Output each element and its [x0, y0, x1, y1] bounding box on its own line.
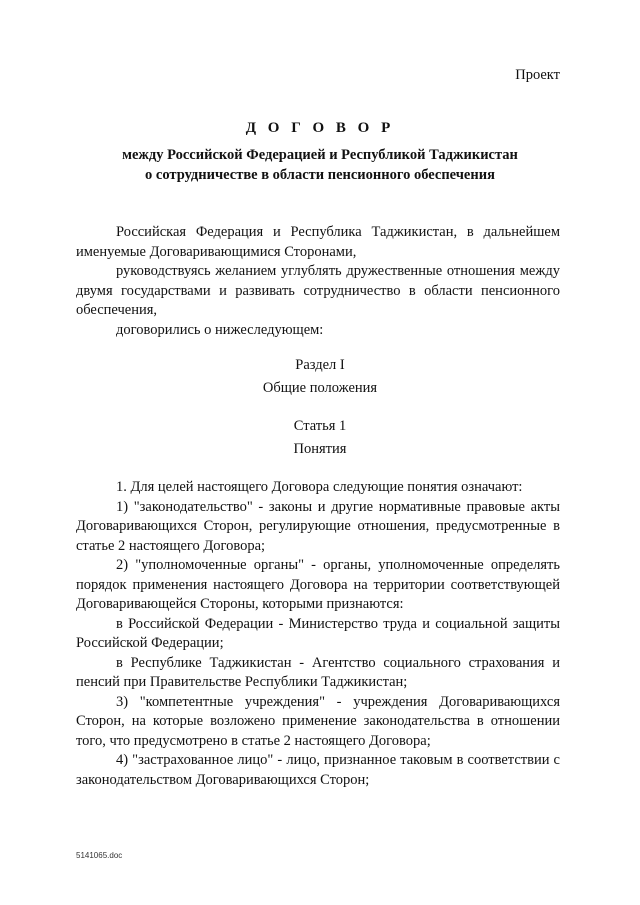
preamble-paragraph-3: договорились о нижеследующем: — [116, 321, 324, 338]
preamble-paragraph-2: руководствуясь желанием углублять дружественные отношения между двумя государствами и развивать сотрудничество в области пенсионного обеспечения, — [76, 263, 560, 318]
preamble-paragraph-1: Российская Федерация и Республика Таджикистан, в дальнейшем именуемые Договаривающимися Сторонами, — [76, 224, 560, 260]
article-number: Статья 1 — [293, 418, 347, 434]
clause-4: 4) "застрахованное лицо" - лицо, признанное таковым в соответствии с законодательством Договаривающихся Сторон; — [76, 752, 560, 788]
clause-2-tajikistan: в Республике Таджикистан - Агентство социального страхования и пенсий при Правительстве Республики Таджикистан; — [76, 654, 560, 690]
section-number: Раздел I — [295, 357, 345, 373]
document-subtitle — [0, 145, 640, 185]
preamble — [76, 223, 560, 340]
document-title: Д О Г О В О Р — [245, 120, 395, 136]
clause-3: 3) "компетентные учреждения" - учреждения Договаривающихся Сторон, на которые возложено применение законодательства в отношении того, что предусмотрено в статье 2 настоящего Договора; — [76, 693, 560, 749]
section-name: Общие положения — [262, 380, 378, 396]
clause-2-russia: в Российской Федерации - Министерство труда и социальной защиты Российской Федерации; — [76, 615, 560, 651]
subtitle-line-1: между Российской Федерацией и Республикой Таджикистан — [122, 147, 518, 163]
article-name: Понятия — [293, 441, 347, 457]
clause-1: 1) "законодательство" - законы и другие нормативные правовые акты Договаривающихся Сторон, регулирующие отношения, предусмотренные в статье 2 настоящего Договора; — [76, 498, 560, 554]
clause-intro: 1. Для целей настоящего Договора следующие понятия означают: — [116, 479, 523, 495]
article-clauses — [76, 478, 560, 790]
clause-2: 2) "уполномоченные органы" - органы, уполномоченные определять порядок применения настоящего Договора на территории соответствующей Договаривающейся Стороны, которыми признаются: — [76, 557, 560, 612]
document-file-id: 5141065.doc — [76, 851, 123, 860]
subtitle-line-2: о сотрудничестве в области пенсионного обеспечения — [145, 167, 495, 183]
draft-label: Проект — [515, 67, 560, 83]
